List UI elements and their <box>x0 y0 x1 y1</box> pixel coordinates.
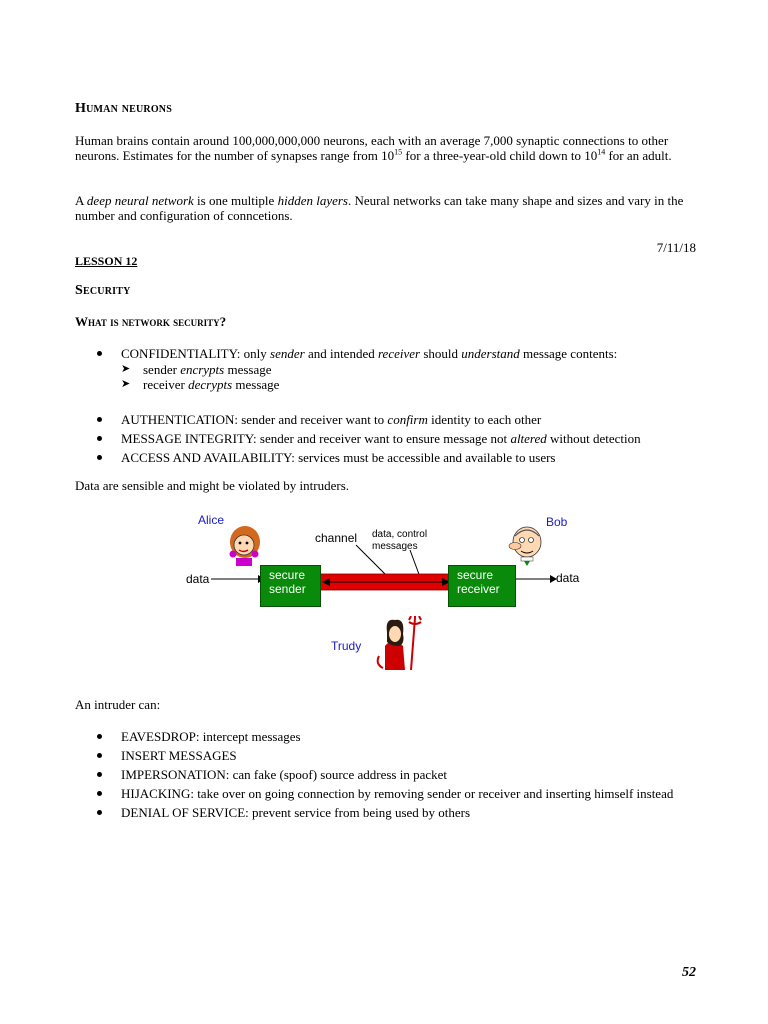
security-list-1 <box>75 346 705 392</box>
subheading-network-security: What is network security? <box>75 314 227 329</box>
security-list-2 <box>75 410 705 467</box>
list-item-integrity: MESSAGE INTEGRITY: sender and receiver want to ensure message not altered without detection <box>75 429 705 448</box>
bullet-icon <box>97 436 102 441</box>
paragraph-deep-network: A deep neural network is one multiple hidden layers. Neural networks can take many shape and sizes and vary in the number and configuration of conncetions. <box>75 193 684 223</box>
list-item-hijacking: HIJACKING: take over on going connection by removing sender or receiver and inserting himself instead <box>75 785 705 802</box>
sub-item-encrypt: ➤ sender encrypts message <box>121 362 272 377</box>
data-control-label: data, control messages <box>372 529 428 552</box>
bullet-icon <box>97 753 102 758</box>
security-diagram <box>170 508 610 678</box>
lesson-label: LESSON 12 <box>75 254 138 268</box>
data-pointer-line <box>410 550 420 577</box>
trudy-icon <box>375 616 423 670</box>
list-item-denial: DENIAL OF SERVICE: prevent service from being used by others <box>75 804 705 821</box>
bullet-icon <box>97 455 102 460</box>
arrow-bullet-icon: ➤ <box>121 378 131 390</box>
data-left-label: data <box>186 572 210 586</box>
trudy-label: Trudy <box>331 639 362 653</box>
bullet-icon <box>97 772 102 777</box>
list-item-impersonation: IMPERSONATION: can fake (spoof) source address in packet <box>75 766 705 783</box>
page-number: 52 <box>682 965 696 980</box>
channel-pointer-line <box>356 545 388 577</box>
paragraph-neurons: Human brains contain around 100,000,000,000 neurons, each with an average 7,000 synaptic connections to other neurons. Estimates for the number of synapses range from $10^{15}$ for a three-year-old child down to $10^{14}$ for an adult. <box>75 133 672 163</box>
secure-receiver-box: secure receiver <box>448 565 516 607</box>
confidentiality-sublist <box>121 362 705 392</box>
arrow-bullet-icon: ➤ <box>121 363 131 375</box>
data-right-label: data <box>556 571 580 585</box>
bullet-icon <box>97 351 102 356</box>
list-item-access: ACCESS AND AVAILABILITY: services must be accessible and available to users <box>75 448 705 467</box>
channel-label: channel <box>315 531 358 545</box>
list-item-eavesdrop: EAVESDROP: intercept messages <box>75 728 705 745</box>
heading-security: Security <box>75 283 131 298</box>
alice-label: Alice <box>198 513 225 527</box>
bullet-icon <box>97 734 102 739</box>
bullet-icon <box>97 417 102 422</box>
list-item-authentication: AUTHENTICATION: sender and receiver want to confirm identity to each other <box>75 410 705 429</box>
heading-human-neurons: Human neurons <box>75 101 172 116</box>
bullet-icon <box>97 791 102 796</box>
intruder-intro: An intruder can: <box>75 697 161 712</box>
sub-item-decrypt: ➤ receiver decrypts message <box>121 377 280 392</box>
bullet-icon <box>97 810 102 815</box>
paragraph-data-sensible: Data are sensible and might be violated by intruders. <box>75 478 350 493</box>
list-item-confidentiality: CONFIDENTIALITY: only sender and intended receiver should understand message contents: ➤ sender encrypts message ➤ receiver decrypts message <box>75 346 705 392</box>
secure-sender-box: secure sender <box>260 565 321 607</box>
intruder-list <box>75 728 705 821</box>
bob-label: Bob <box>546 515 568 529</box>
date: 7/11/18 <box>656 240 696 255</box>
list-item-insert: INSERT MESSAGES <box>75 747 705 764</box>
